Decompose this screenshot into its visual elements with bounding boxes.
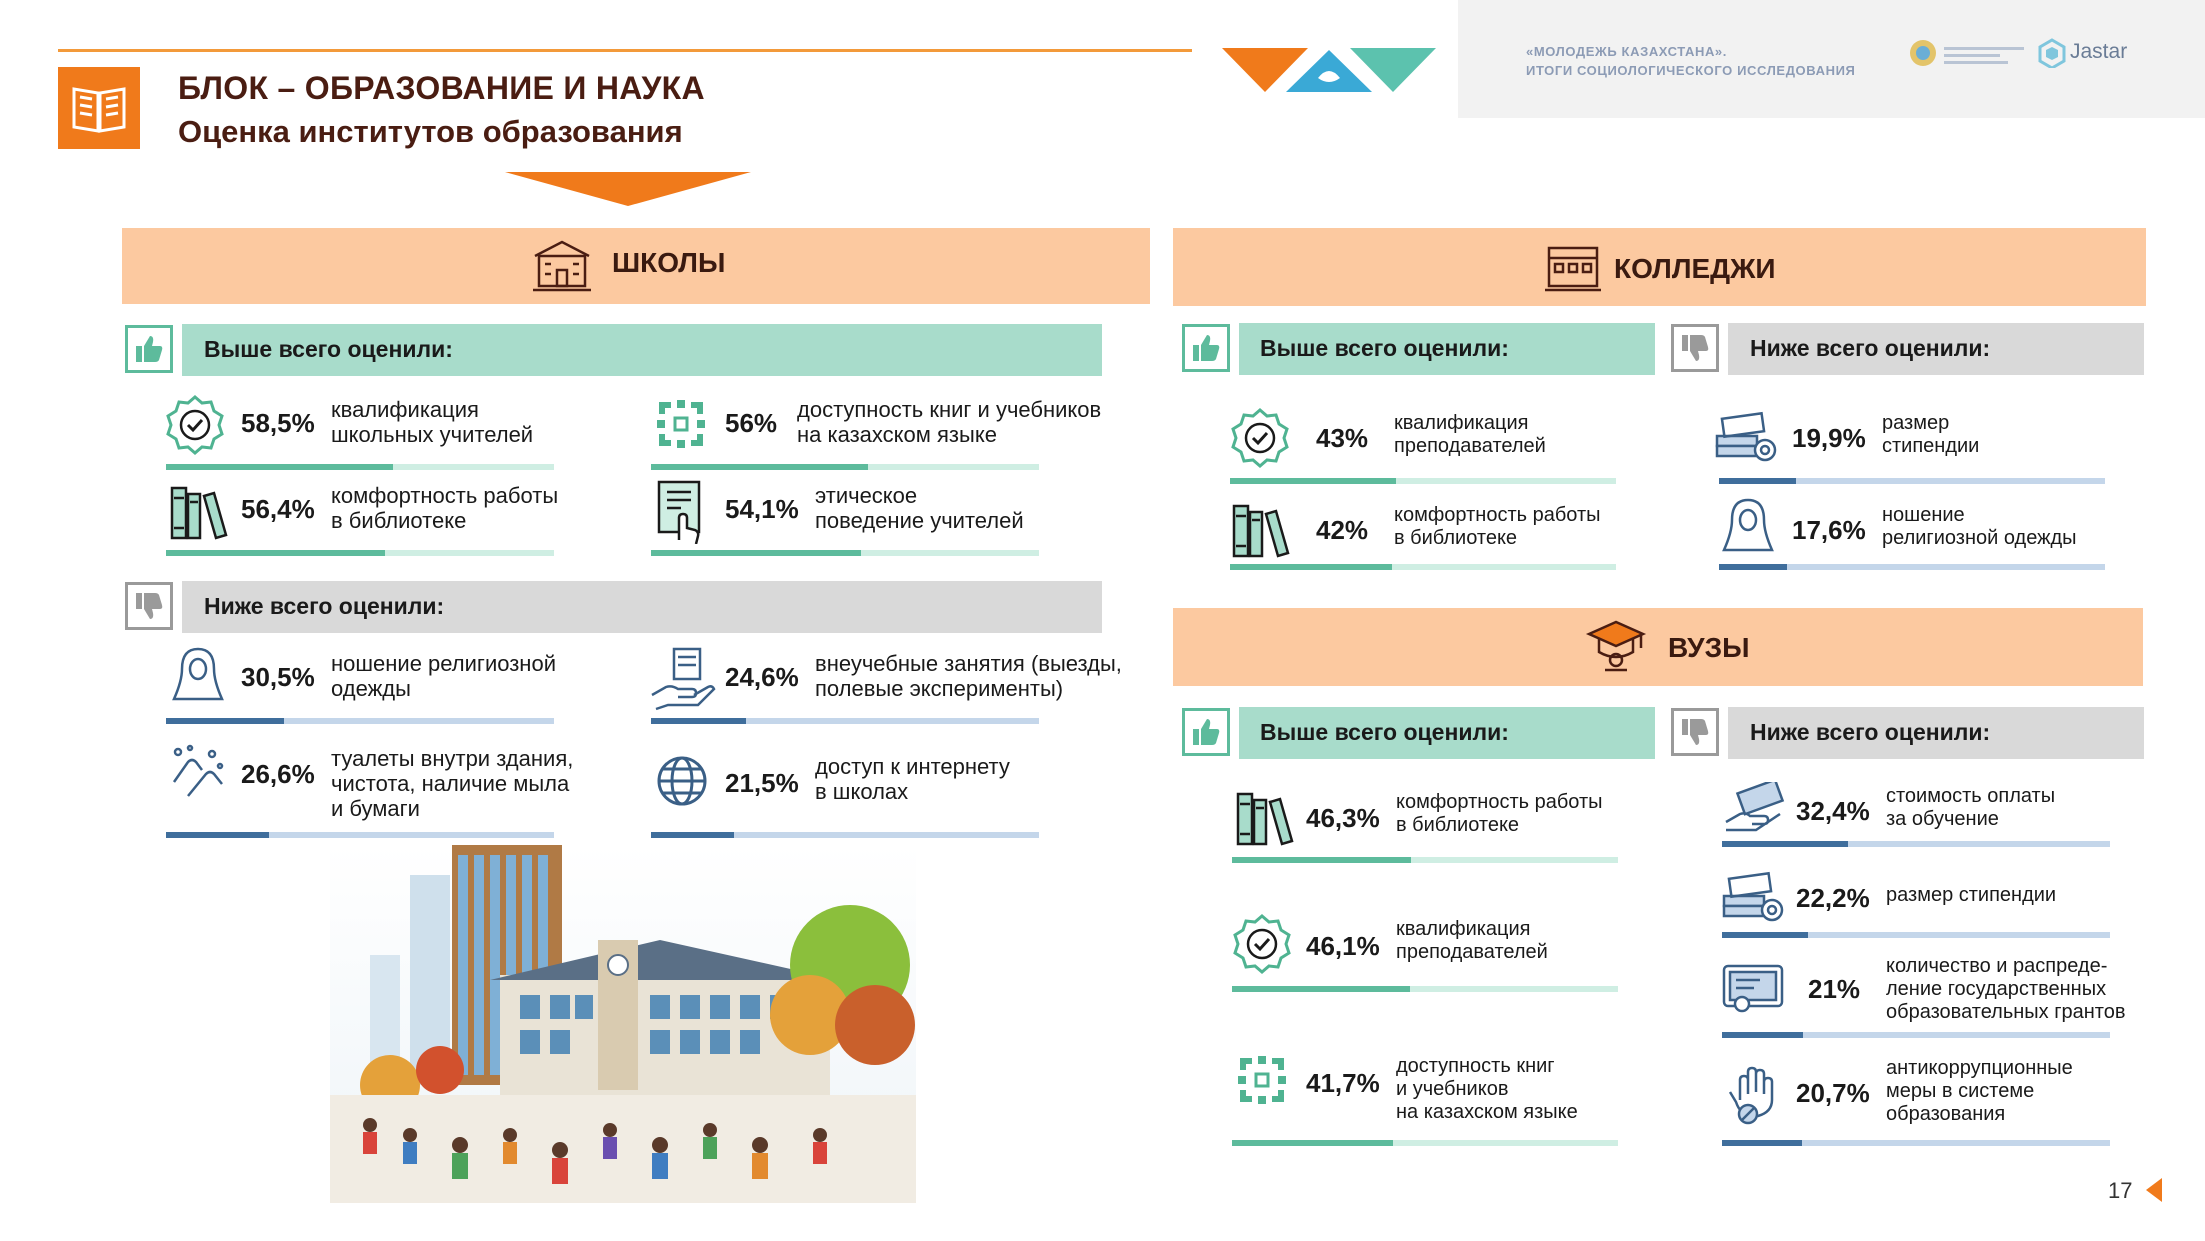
books-icon [1234,786,1296,848]
value-label: 22,2% [1796,883,1870,913]
document-hand-icon [655,478,707,544]
item-label: этическое поведение учителей [815,483,1024,533]
progress-bar [1230,478,1616,484]
open-book-icon [58,67,140,149]
page-number: 17 [2108,1178,2133,1203]
item-label: квалификация школьных учителей [331,397,534,447]
colleges-high-label: Выше всего оценили: [1260,335,1509,361]
item-label: туалеты внутри здания, чистота, наличие мыла и бумаги [331,746,574,821]
thumbs-up-box [125,325,173,373]
thumbs-up-icon [1185,711,1227,753]
item-label: размер стипендии [1882,412,1980,457]
anti-corruption-hand-icon [1726,1066,1782,1126]
thumbs-down-icon [1674,711,1716,753]
thumbs-up-icon [1185,327,1227,369]
page-arrow-icon [2146,1178,2162,1202]
item-label: квалификация преподавателей [1396,918,1548,963]
globe-icon [655,754,709,808]
progress-bar [166,832,554,838]
header-rule [58,49,1192,52]
jastar-brand: Jastar [2070,40,2128,63]
universities-title: ВУЗЫ [1668,632,1750,663]
item-label: комфортность работы в библиотеке [1396,791,1603,836]
progress-bar [1722,1140,2110,1146]
school-building-icon [533,238,591,294]
badge-check-icon [1230,912,1294,976]
schools-title: ШКОЛЫ [612,247,726,278]
progress-bar [166,464,554,470]
universities-high-label: Выше всего оценили: [1260,719,1509,745]
graduation-cap-icon [1585,616,1647,674]
thumbs-up-icon [128,328,170,370]
thumbs-down-icon [128,585,170,627]
progress-bar [1722,1032,2110,1038]
value-label: 58,5% [241,408,315,438]
item-label: стоимость оплаты за обучение [1886,785,2056,830]
item-label: размер стипендии [1886,884,2057,906]
hijab-woman-icon [170,645,226,705]
progress-bar [651,550,1039,556]
ornament-pattern-icon [1236,1054,1288,1106]
item-label: комфортность работы в библиотеке [1394,504,1601,549]
progress-bar [651,832,1039,838]
progress-bar [651,718,1039,724]
universities-low-label: Ниже всего оценили: [1750,719,1991,745]
colleges-title: КОЛЛЕДЖИ [1614,253,1776,284]
value-label: 32,4% [1796,796,1870,826]
progress-bar [1719,564,2105,570]
hijab-woman-icon [1720,496,1776,556]
value-label: 21% [1808,974,1861,1004]
thumbs-up-box [1182,324,1230,372]
item-label: ношение религиозной одежды [1882,504,2077,549]
jastar-logo-icon [2038,38,2066,68]
ornament-triangles [1222,48,1436,94]
value-label: 46,1% [1306,931,1380,961]
college-building-icon [1545,242,1601,294]
item-label: квалификация преподавателей [1394,412,1546,457]
thumbs-down-box [1671,708,1719,756]
progress-bar [1232,1140,1618,1146]
thumbs-up-box [1182,708,1230,756]
value-label: 26,6% [241,759,315,789]
grant-certificate-icon [1720,960,1786,1016]
progress-bar [651,464,1039,470]
progress-bar [1719,478,2105,484]
value-label: 46,3% [1306,803,1380,833]
page-title: БЛОК – ОБРАЗОВАНИЕ И НАУКА [178,70,705,106]
ornament-pattern-icon [655,398,707,450]
progress-bar [1232,857,1618,863]
books-icon [1230,498,1292,560]
ministry-logo-text [1944,44,2024,66]
report-title: «МОЛОДЕЖЬ КАЗАХСТАНА». ИТОГИ СОЦИОЛОГИЧЕСКОГО ИССЛЕДОВАНИЯ [1526,44,1856,78]
value-label: 56% [725,408,778,438]
badge-check-icon [163,393,227,457]
value-label: 43% [1316,423,1369,453]
item-label: внеучебные занятия (выезды, полевые эксперименты) [815,651,1122,701]
page-subtitle: Оценка институтов образования [178,114,683,149]
value-label: 54,1% [725,494,799,524]
value-label: 21,5% [725,768,799,798]
item-label: ношение религиозной одежды [331,651,556,701]
hand-book-icon [650,645,716,711]
colleges-low-label: Ниже всего оценили: [1750,335,1991,361]
value-label: 19,9% [1792,423,1866,453]
thumbs-down-icon [1674,327,1716,369]
badge-check-icon [1228,406,1292,470]
thumbs-down-box [125,582,173,630]
money-stack-icon [1720,870,1786,926]
thumbs-down-box [1671,324,1719,372]
progress-bar [166,550,554,556]
progress-bar [1230,564,1616,570]
value-label: 56,4% [241,494,315,524]
school-illustration [330,845,916,1203]
progress-bar [1722,932,2110,938]
value-label: 20,7% [1796,1078,1870,1108]
item-label: количество и распреде- ление государственных образовательных грантов [1886,955,2126,1023]
schools-high-label: Выше всего оценили: [204,336,453,362]
value-label: 42% [1316,515,1369,545]
schools-low-label: Ниже всего оценили: [204,593,445,619]
item-label: доступ к интернету в школах [815,754,1010,804]
item-label: доступность книг и учебников на казахском языке [1396,1055,1578,1123]
value-label: 17,6% [1792,515,1866,545]
washing-hands-icon [168,742,228,802]
item-label: комфортность работы в библиотеке [331,483,559,533]
item-label: доступность книг и учебников на казахском языке [797,397,1102,447]
books-icon [168,480,230,542]
payment-hand-icon [1722,782,1788,838]
universities-section-header [1173,608,2143,686]
book-logo [58,67,140,149]
value-label: 30,5% [241,662,315,692]
progress-bar [1232,986,1618,992]
value-label: 24,6% [725,662,799,692]
progress-bar [166,718,554,724]
item-label: антикоррупционные меры в системе образования [1886,1057,2073,1125]
header-triangle-decoration [505,172,751,206]
progress-bar [1722,841,2110,847]
value-label: 41,7% [1306,1068,1380,1098]
money-stack-icon [1713,410,1779,466]
emblem-icon [1908,38,1938,68]
